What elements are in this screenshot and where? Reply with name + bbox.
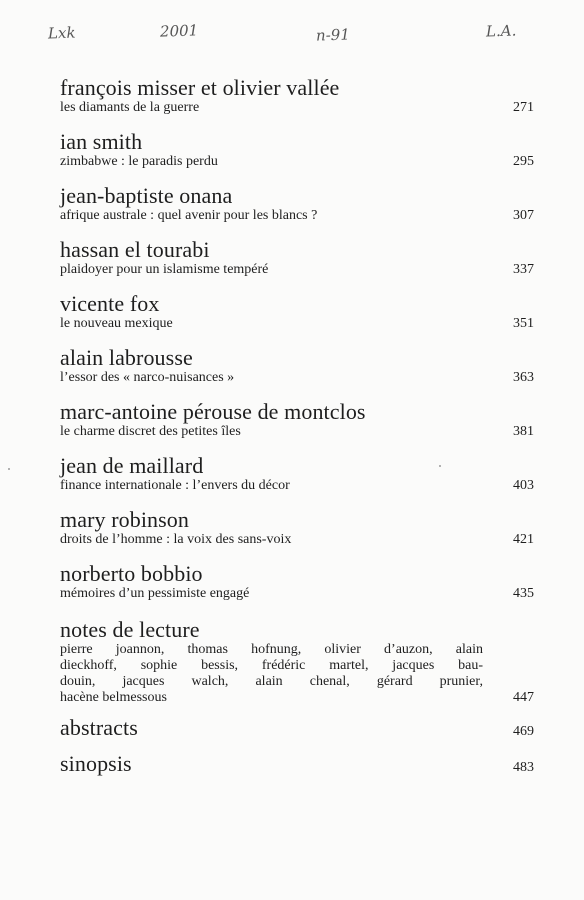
entry-row	[60, 208, 534, 224]
handwritten-note: n-91	[315, 25, 351, 45]
toc-entry	[60, 346, 534, 400]
notes-line: dieckhoff, sophie bessis, frédéric martel, jacques bau-	[60, 658, 483, 673]
notes-line: hacène belmessous	[60, 690, 167, 705]
entry-page-number: 403	[513, 478, 534, 493]
entry-author: jean-baptiste onana	[60, 183, 233, 208]
entry-author: alain labrousse	[60, 345, 193, 370]
entry-title: droits de l’homme : la voix des sans-voix	[60, 532, 292, 547]
notes-line: douin, jacques walch, alain chenal, gérard prunier,	[60, 674, 483, 689]
entry-title: le charme discret des petites îles	[60, 424, 241, 439]
entry-title: l’essor des « narco-nuisances »	[60, 370, 235, 385]
entry-page-number: 307	[513, 208, 534, 223]
entry-row	[60, 586, 534, 602]
toc-entry	[60, 130, 534, 184]
table-of-contents	[60, 76, 534, 788]
entry-page-number: 435	[513, 586, 534, 601]
handwritten-note: 2001	[159, 21, 199, 41]
entry-title: finance internationale : l’envers du décor	[60, 478, 290, 493]
entry-row	[60, 154, 534, 170]
toc-entry-abstracts	[60, 716, 534, 752]
entry-title: le nouveau mexique	[60, 316, 173, 331]
notes-authors	[60, 642, 483, 690]
entry-author: mary robinson	[60, 507, 190, 532]
notes-last-row	[60, 690, 534, 706]
entry-page-number: 363	[513, 370, 534, 385]
toc-entry	[60, 76, 534, 130]
entry-title: mémoires d’un pessimiste engagé	[60, 586, 250, 601]
paper-speck	[439, 465, 441, 467]
entry-page-number: 469	[513, 724, 534, 739]
entry-page-number: 483	[513, 760, 534, 775]
paper-speck	[8, 468, 10, 470]
entry-row	[60, 532, 534, 548]
abstracts-heading: abstracts	[60, 715, 138, 740]
entry-author: jean de maillard	[60, 453, 204, 478]
entry-page-number: 271	[513, 100, 534, 115]
sinopsis-heading: sinopsis	[60, 751, 132, 776]
entry-page-number: 447	[513, 690, 534, 705]
toc-entry	[60, 508, 534, 562]
toc-entry	[60, 400, 534, 454]
toc-entry	[60, 454, 534, 508]
entry-title: les diamants de la guerre	[60, 100, 200, 115]
entry-author: marc-antoine pérouse de montclos	[60, 399, 366, 424]
toc-entry	[60, 292, 534, 346]
toc-entry-notes	[60, 618, 534, 712]
entry-title: plaidoyer pour un islamisme tempéré	[60, 262, 269, 277]
entry-page-number: 337	[513, 262, 534, 277]
entry-page-number: 421	[513, 532, 534, 547]
entry-author: hassan el tourabi	[60, 237, 210, 262]
handwritten-note: Lxk	[47, 23, 76, 43]
entry-page-number: 295	[513, 154, 534, 169]
notes-line: pierre joannon, thomas hofnung, olivier d’auzon, alain	[60, 642, 483, 657]
entry-row	[60, 262, 534, 278]
toc-entry	[60, 184, 534, 238]
toc-entry	[60, 238, 534, 292]
entry-row	[60, 370, 534, 386]
entry-page-number: 381	[513, 424, 534, 439]
handwritten-annotations	[0, 14, 584, 54]
entry-row	[60, 424, 534, 440]
toc-entry	[60, 562, 534, 618]
entry-author: vicente fox	[60, 291, 160, 316]
entry-author: ian smith	[60, 129, 143, 154]
entry-author: norberto bobbio	[60, 561, 203, 586]
entry-row	[60, 316, 534, 332]
entry-row	[60, 100, 534, 116]
entry-page-number: 351	[513, 316, 534, 331]
entry-title: zimbabwe : le paradis perdu	[60, 154, 218, 169]
notes-heading: notes de lecture	[60, 617, 200, 642]
entry-title: afrique australe : quel avenir pour les blancs ?	[60, 208, 318, 223]
handwritten-note: L.A.	[485, 21, 517, 41]
entry-row	[60, 478, 534, 494]
entry-author: françois misser et olivier vallée	[60, 75, 340, 100]
toc-entry-sinopsis	[60, 752, 534, 788]
